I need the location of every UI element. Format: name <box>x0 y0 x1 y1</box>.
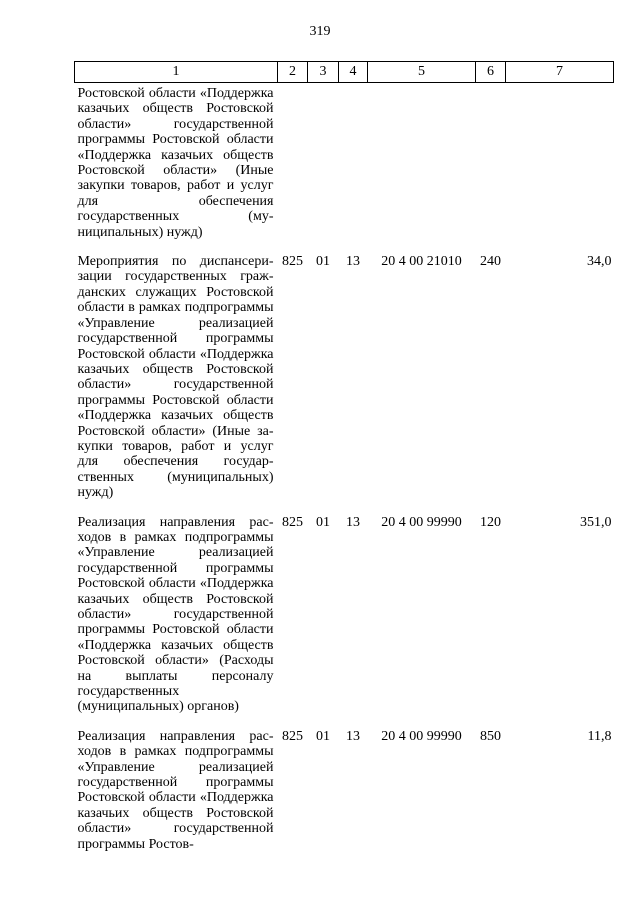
column-header-3: 3 <box>308 62 339 83</box>
table-row <box>75 501 614 715</box>
row-ministry-code: 825 <box>282 728 303 744</box>
row-subsection-code <box>339 83 368 241</box>
row-section-code: 01 <box>316 728 330 744</box>
row-expense-type: 120 <box>480 514 501 530</box>
row-ministry-code <box>278 83 308 241</box>
row-subsection-code: 13 <box>346 254 360 270</box>
table-row <box>75 715 614 852</box>
row-description: Реализация направления расходов в рамках подпрограммы «Управление реализацией государственной программы Ростовской области «Поддержка казачьих обществ Ростовской области» государственной программы Ростов- <box>77 728 274 852</box>
column-header-4: 4 <box>339 62 368 83</box>
row-section-code: 01 <box>316 514 330 530</box>
row-description: Мероприятия по диспансеризации государственных гражданских служащих Ростовской области в рамках подпрограммы «Управление реализацией государственной программы Ростовской области «Поддержка казачьих обществ Ростовской области» государственной программы Ростовской области «Поддержка казачьих обществ Ростовской области» (Иные закупки товаров, работ и услуг для обеспечения государственных (муниципальных) нужд) <box>77 254 274 501</box>
column-header-6: 6 <box>476 62 506 83</box>
table-row <box>75 240 614 501</box>
row-amount <box>506 83 614 241</box>
row-expense-type: 850 <box>480 728 501 744</box>
table-header <box>75 62 614 83</box>
row-description: Ростовской области «Поддержка казачьих обществ Ростовской области» государственной программы Ростовской области «Поддержка казачьих обществ Ростовской области» (Иные закупки товаров, работ и услуг для обеспечения государственных (муниципальных) нужд) <box>77 86 274 240</box>
row-subsection-code: 13 <box>346 728 360 744</box>
row-section-code: 01 <box>316 254 330 270</box>
row-ministry-code: 825 <box>282 514 303 530</box>
row-amount: 351,0 <box>580 514 612 530</box>
row-target-article: 20 4 00 99990 <box>381 514 462 530</box>
table-body <box>75 83 614 853</box>
table-row <box>75 83 614 241</box>
row-subsection-code: 13 <box>346 514 360 530</box>
row-expense-type: 240 <box>480 254 501 270</box>
row-target-article <box>368 83 476 241</box>
page-number: 319 <box>309 24 331 39</box>
row-ministry-code: 825 <box>282 254 303 270</box>
column-header-1: 1 <box>75 62 278 83</box>
row-section-code <box>308 83 339 241</box>
row-expense-type <box>476 83 506 241</box>
column-header-5: 5 <box>368 62 476 83</box>
row-description: Реализация направления расходов в рамках подпрограммы «Управление реализацией государственной программы Ростовской области «Поддержка казачьих обществ Ростовской области» государственной программы Ростовской области «Поддержка казачьих обществ Ростовской области» (Расходы на выплаты персоналу государственных (муниципальных) органов) <box>77 514 274 715</box>
row-target-article: 20 4 00 21010 <box>381 254 462 270</box>
row-target-article: 20 4 00 99990 <box>381 728 462 744</box>
column-header-2: 2 <box>278 62 308 83</box>
budget-table <box>74 61 614 852</box>
row-amount: 11,8 <box>587 728 612 744</box>
row-amount: 34,0 <box>587 254 612 270</box>
column-header-7: 7 <box>506 62 614 83</box>
